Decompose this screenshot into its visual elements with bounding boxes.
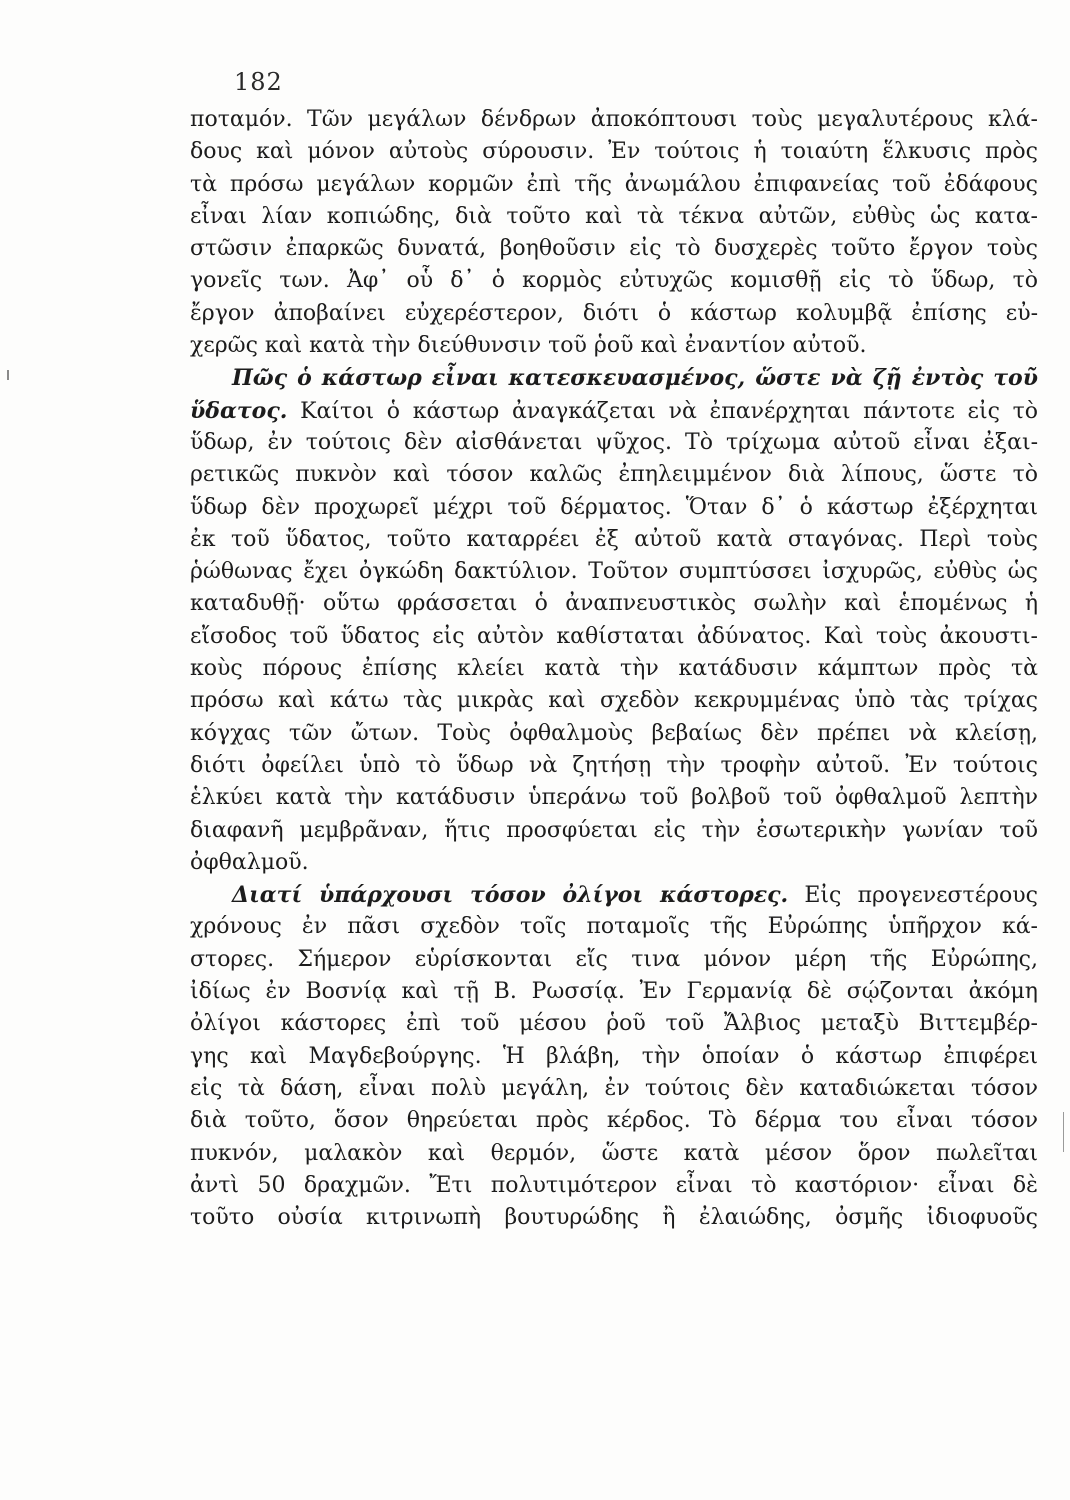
text-line: κόγχας τῶν ὤτων. Τοὺς ὀφθαλμοὺς βεβαίως δὲν πρέπει νὰ κλείσῃ,: [190, 720, 1038, 746]
text-line: καταδυθῇ· οὕτω φράσσεται ὁ ἀναπνευστικὸς σωλὴν καὶ ἑπομένως ἡ: [190, 591, 1038, 617]
page-body-text: [190, 104, 1038, 1234]
text-line: ἀντὶ 50 δραχμῶν. Ἔτι πολυτιμότερον εἶναι τὸ καστόριον· εἶναι δὲ: [190, 1172, 1038, 1198]
text-line: χερῶς καὶ κατὰ τὴν διεύθυνσιν τοῦ ῥοῦ καὶ ἐναντίον αὐτοῦ.: [190, 333, 867, 359]
paragraph-continuation: [190, 104, 1038, 362]
text-line: ποταμόν. Τῶν μεγάλων δένδρων ἀποκόπτουσι τοὺς μεγαλυτέρους κλά-: [190, 107, 1038, 132]
text-line: ἔργον ἀποβαίνει εὐχερέστερον, διότι ὁ κάστωρ κολυμβᾷ ἐπίσης εὐ-: [190, 300, 1038, 326]
text-line: στορες. Σήμερον εὑρίσκονται εἴς τινα μόνον μέρη τῆς Εὐρώπης,: [190, 946, 1038, 972]
text-line: ἐκ τοῦ ὕδατος, τοῦτο καταρρέει ἐξ αὐτοῦ κατὰ σταγόνας. Περὶ τοὺς: [190, 526, 1038, 552]
text-line: διὰ τοῦτο, ὅσον θηρεύεται πρὸς κέρδος. Τὸ δέρμα του εἶναι τόσον: [190, 1108, 1038, 1134]
paragraph-few-beavers: [190, 879, 1038, 1234]
scan-edge-tick: [7, 370, 9, 380]
section-heading: Πῶς ὁ κάστωρ εἶναι κατεσκευασμένος, ὥστε νὰ ζῇ ἐντὸς τοῦ: [232, 365, 1038, 392]
text-run: Καίτοι ὁ κάστωρ ἀναγκάζεται νὰ ἐπανέρχηται πάντοτε εἰς τὸ: [300, 398, 1038, 424]
text-line: πυκνόν, μαλακὸν καὶ θερμόν, ὥστε κατὰ μέσον ὅρον πωλεῖται: [190, 1140, 1038, 1166]
text-line: τὰ πρόσω μεγάλων κορμῶν ἐπὶ τῆς ἀνωμάλου ἐπιφανείας τοῦ ἐδάφους: [190, 171, 1038, 197]
text-line: ὀλίγοι κάστορες ἐπὶ τοῦ μέσου ῥοῦ τοῦ Ἄλβιος μεταξὺ Βιττεμβέρ-: [190, 1011, 1038, 1037]
text-line: ῥώθωνας ἔχει ὀγκώδη δακτύλιον. Τοῦτον συμπτύσσει ἰσχυρῶς, εὐθὺς ὡς: [190, 559, 1038, 585]
text-line: εἶναι λίαν κοπιώδης, διὰ τοῦτο καὶ τὰ τέκνα αὐτῶν, εὐθὺς ὡς κατα-: [190, 203, 1038, 229]
text-line: στῶσιν ἐπαρκῶς δυνατά, βοηθοῦσιν εἰς τὸ δυσχερὲς τοῦτο ἔργον τοὺς: [190, 236, 1038, 262]
text-line: γονεῖς των. Ἀφ᾽ οὗ δ᾽ ὁ κορμὸς εὐτυχῶς κομισθῇ εἰς τὸ ὕδωρ, τὸ: [190, 268, 1038, 294]
section-heading-line: [190, 879, 1038, 911]
text-line: γης καὶ Μαγδεβούργης. Ἡ βλάβη, τὴν ὁποίαν ὁ κάστωρ ἐπιφέρει: [190, 1043, 1038, 1069]
section-heading: Διατί ὑπάρχουσι τόσον ὀλίγοι κάστορες.: [232, 882, 789, 909]
text-line: [190, 395, 1038, 427]
section-heading-line: [190, 362, 1038, 394]
text-line: πρόσω καὶ κάτω τὰς μικρὰς καὶ σχεδὸν κεκρυμμένας ὑπὸ τὰς τρίχας: [190, 688, 1038, 714]
text-line: ὀφθαλμοῦ.: [190, 849, 309, 875]
text-line: ἑλκύει κατὰ τὴν κατάδυσιν ὑπεράνω τοῦ βολβοῦ τοῦ ὀφθαλμοῦ λεπτὴν: [190, 785, 1038, 811]
paragraph-beaver-anatomy: [190, 362, 1038, 879]
text-line: χρόνους ἐν πᾶσι σχεδὸν τοῖς ποταμοῖς τῆς Εὐρώπης ὑπῆρχον κά-: [190, 914, 1038, 940]
text-line: ὕδωρ, ἐν τούτοις δὲν αἰσθάνεται ψῦχος. Τὸ τρίχωμα αὐτοῦ εἶναι ἐξαι-: [190, 429, 1038, 455]
section-heading-end: ὕδατος.: [190, 397, 288, 424]
text-line: δους καὶ μόνον αὐτοὺς σύρουσιν. Ἐν τούτοις ἡ τοιαύτη ἕλκυσις πρὸς: [190, 139, 1038, 165]
text-line: εἰς τὰ δάση, εἶναι πολὺ μεγάλη, ἐν τούτοις δὲν καταδιώκεται τόσον: [190, 1075, 1038, 1101]
text-run: Εἰς προγενεστέρους: [804, 883, 1038, 909]
text-line: ἰδίως ἐν Βοσνίᾳ καὶ τῇ Β. Ρωσσίᾳ. Ἐν Γερμανίᾳ δὲ σῴζονται ἀκόμη: [190, 979, 1038, 1005]
text-line: ρετικῶς πυκνὸν καὶ τόσον καλῶς ἐπηλειμμένον διὰ λίπους, ὥστε τὸ: [190, 462, 1038, 488]
text-line: εἴσοδος τοῦ ὕδατος εἰς αὐτὸν καθίσταται ἀδύνατος. Καὶ τοὺς ἀκουστι-: [190, 623, 1038, 649]
scan-edge-mark: [1063, 1112, 1064, 1152]
text-line: τοῦτο οὐσία κιτρινωπὴ βουτυρώδης ἢ ἐλαιώδης, ὀσμῆς ἰδιοφυοῦς: [190, 1205, 1038, 1231]
text-line: κοὺς πόρους ἐπίσης κλείει κατὰ τὴν κατάδυσιν κάμπτων πρὸς τὰ: [190, 656, 1038, 682]
text-line: ὕδωρ δὲν προχωρεῖ μέχρι τοῦ δέρματος. Ὅταν δ᾽ ὁ κάστωρ ἐξέρχηται: [190, 494, 1038, 520]
text-line: διαφανῆ μεμβρᾶναν, ἥτις προσφύεται εἰς τὴν ἐσωτερικὴν γωνίαν τοῦ: [190, 817, 1038, 843]
text-line: διότι ὀφείλει ὑπὸ τὸ ὕδωρ νὰ ζητήσῃ τὴν τροφὴν αὐτοῦ. Ἐν τούτοις: [190, 752, 1038, 778]
page-number: 182: [234, 68, 283, 96]
